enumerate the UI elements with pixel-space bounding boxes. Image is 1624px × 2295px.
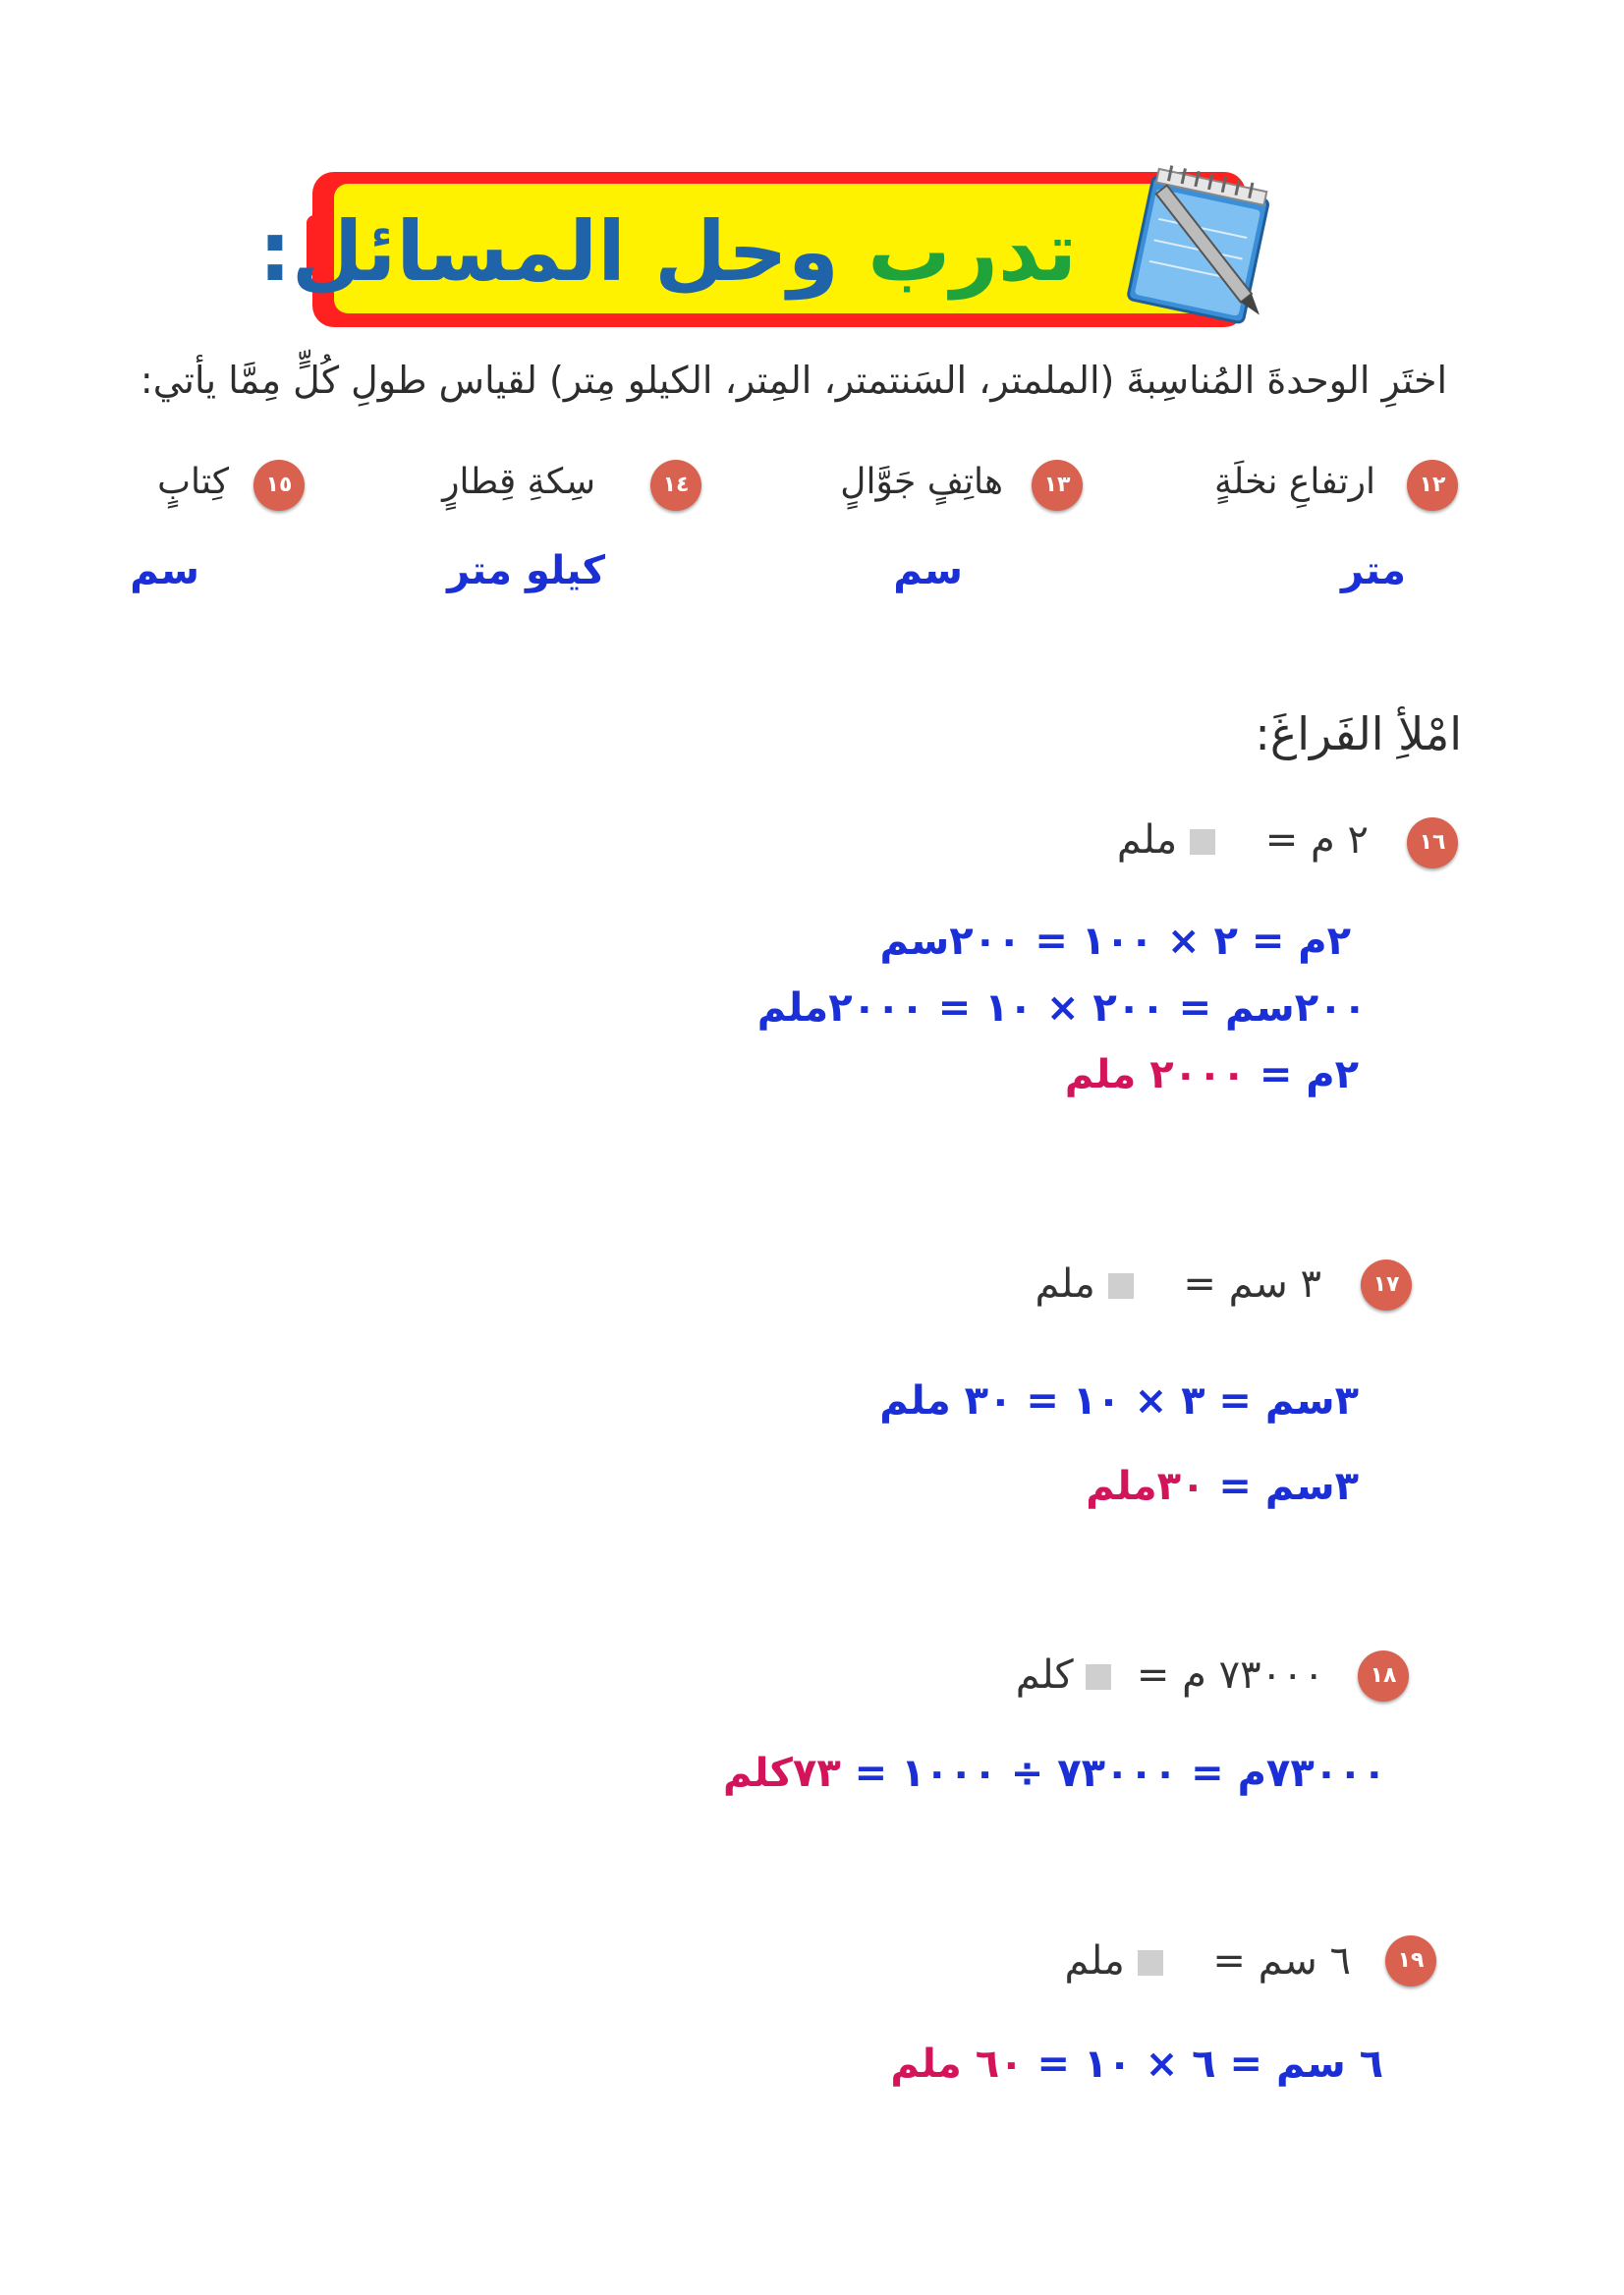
question-number-badge: ١٧ — [1361, 1259, 1412, 1311]
solution-line — [1065, 1052, 1359, 1097]
solution-line: ٢م = ٢ × ١٠٠ = ٢٠٠سم — [879, 919, 1351, 964]
item-answer: سم — [130, 548, 199, 593]
banner-title-part2: وحل المسائل: — [258, 203, 839, 300]
instructions-text: اختَرِ الوحدةَ المُناسِبةَ (الملمتر، السَنتمتر، المِتر، الكيلو مِتر) لقياس طولِ كُلٍّ مِمَّا يأتي: — [140, 359, 1447, 402]
solution-line-part: ٣سم = — [1204, 1464, 1359, 1509]
prompt-unit: كلم — [1015, 1652, 1074, 1698]
question-number-badge: ١٩ — [1385, 1935, 1436, 1987]
blank-box — [1086, 1664, 1111, 1690]
solution-line — [1086, 1464, 1359, 1509]
solution-line-part: ٧٣٠٠٠م = ٧٣٠٠٠ ÷ ١٠٠٠ = — [840, 1751, 1386, 1796]
question-number-badge: ١٨ — [1358, 1651, 1409, 1702]
solution-line-part: ٦ سم = ٦ × ١٠ = — [1023, 2042, 1383, 2087]
problem-prompt — [1036, 1261, 1321, 1307]
solution-line-part: ٢م = — [1245, 1052, 1359, 1097]
notepad-icon — [1110, 159, 1287, 336]
solution-line-answer: ٣٠ملم — [1086, 1464, 1205, 1509]
prompt-unit: ملم — [1035, 1261, 1095, 1307]
item-label: سِكةِ قِطارٍ — [442, 462, 595, 502]
item-label: ارتفاعِ نخلَةٍ — [1214, 462, 1375, 502]
fill-heading: امْلأِ الفَراغَ: — [1255, 707, 1462, 760]
item-label: هاتِفٍ جَوَّالٍ — [840, 462, 1003, 502]
blank-box — [1138, 1950, 1163, 1976]
solution-line-answer: ٢٠٠٠ ملم — [1064, 1052, 1246, 1097]
solution-line — [890, 2042, 1383, 2087]
prompt-left: ٦ سم = — [1212, 1938, 1351, 1984]
question-number-badge: ١٢ — [1407, 460, 1458, 511]
blank-box — [1190, 829, 1215, 855]
problem-prompt — [1117, 817, 1369, 863]
prompt-unit: ملم — [1064, 1938, 1125, 1984]
prompt-left: ٣ سم = — [1183, 1261, 1321, 1307]
question-number-badge: ١٤ — [650, 460, 701, 511]
solution-line: ٢٠٠سم = ٢٠٠ × ١٠ = ٢٠٠٠ملم — [756, 985, 1367, 1031]
solution-line-answer: ٦٠ ملم — [890, 2042, 1024, 2087]
question-number-badge: ١٦ — [1407, 817, 1458, 868]
item-answer: متر — [1341, 548, 1406, 593]
banner-inner — [258, 184, 1224, 313]
blank-box — [1108, 1273, 1134, 1299]
problem-prompt — [1065, 1938, 1351, 1984]
solution-line: ٣سم = ٣ × ١٠ = ٣٠ ملم — [879, 1378, 1359, 1424]
banner-title-part1: تدرب — [868, 203, 1077, 300]
title-banner — [258, 172, 1246, 327]
prompt-left: ٢ م = — [1264, 817, 1369, 863]
item-answer: سم — [893, 548, 963, 593]
solution-line — [723, 1751, 1386, 1796]
item-label: كِتابٍ — [157, 462, 229, 502]
question-number-badge: ١٣ — [1032, 460, 1083, 511]
problem-prompt — [1016, 1652, 1324, 1698]
solution-line-answer: ٧٣كلم — [722, 1751, 841, 1796]
prompt-unit: ملم — [1116, 817, 1178, 863]
question-number-badge: ١٥ — [253, 460, 305, 511]
prompt-left: ٧٣٠٠٠ م = — [1136, 1652, 1324, 1698]
item-answer: كيلو متر — [447, 548, 605, 593]
banner-title — [258, 194, 1077, 309]
